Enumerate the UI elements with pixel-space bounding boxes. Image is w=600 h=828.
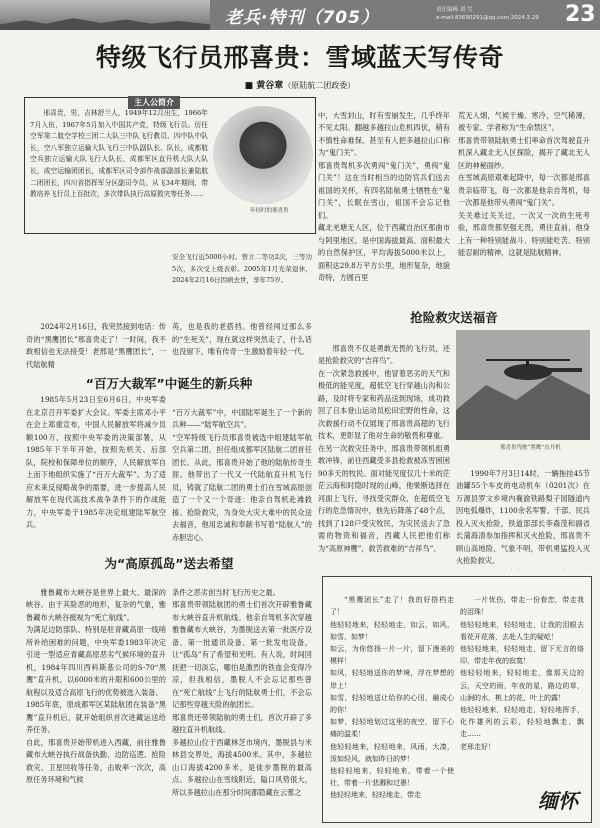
section1-right: “百万大裁军”中，中国陆军诞生了一个新的兵种——“陆军航空兵”。 “空军特级飞行员邢喜贵被选中组建陆军航空兵第二团，担任组成都军区陆航二团首任团长。从此，邢喜贵开始了他的陆航传奇生涯。他带出了一代又一代陆航直升机飞行员，铸就了陆航二团的勇士们在雪域高原创造了一个又一个奇迹：他亲自驾机赴滩救援、抢险救灾，为身处大灾大难中的民众送去福音，他用忠诚和奉献书写着“陆航人”的赤胆忠心。 [172, 407, 312, 542]
author: ■ 黄谷章 [244, 81, 284, 91]
col3-top: 中，大雪封山，时有雪崩发生，几乎终年不见太阳。翻越多越拉山危机四伏，稍有不慎性命难保。甚至有人把多越拉山口称为“鬼门关”。 邢喜贵驾机多次勇闯“鬼门关”，勇闯“鬼门关”！这在当时相当的边防官兵们送去祖国的关怀，有四名陆航勇士牺牲在“鬼门关”，长眠在雪山，祖国不会忘记他们。 藏北羌塘无人区，位于西藏自治区那曲市与阿里地区，是中国海拔最高、面积最大的自然保护区，平均海拔5000米以上，面积达29.8万平方公里，地形复杂，地貌奇特，方圆百里 [318, 110, 450, 282]
bio-text: 邢喜贵，男，吉林舒兰人，1949年12月出生，1966年7月入伍，1967年5月加入中国共产党，特级飞行员。历任空军第二航空学校三团二大队三中队飞行教员、四中队中队长，空八军独立运输大队飞行三中队副队长、队长，成都航空兵独立运输大队飞行大队长，成都军区直升机大队大队长，成空运输团团长，成都军区司令部作战部副部长兼陆航二团团长，四川省指挥军分区副司令员。从飞34年期间，带教培养飞行员上百批次，多次带队执行高原救灾等任务…… [30, 109, 208, 199]
intro-left: 2024年2月16日，我突然接到电话：传奇的“黑鹰团长”邢喜贵走了！一时间，我不敢相信也无法接受！老邢是“黑鹰团长”，一代陆航精 [26, 322, 166, 369]
bio-tag: 主人公简介 [128, 96, 180, 109]
page-headline: 特级飞行员邢喜贵：雪域蓝天写传奇 [95, 43, 504, 72]
helicopter-icon [456, 330, 590, 440]
section2-right: 条件之恶劣创当时飞行历史之最。 邢喜贵带领陆航团的勇士们首次开辟雅鲁藏布大峡谷直升机航线。他亲自驾机多次穿越雅鲁藏布大峡谷，为墨脱送去第一批医疗设备、第一批通讯设备、第一批发电设备，让“孤岛”有了希望和光明。有人说，时间回抚把一切淡忘，哪怕是激烈的铁血会变得冷凉，但我相信，墨脱人不会忘记那些曾在“死亡航线”上飞行的陆航勇士们，不会忘记那些穿越天险的航团长。 邢喜贵还带领陆航的勇士们，首次开辟了多越拉直升机航线。 多越拉山位于西藏林芝市境内，墨脱县与米林县交界处，海拔4500米。其中，多越拉山口海拔4200多米，是徒步墨脱的最高点。多越拉山在雪线附近，隘口风势很大，所以多越拉山在那分时间都隐藏在云雾之 [172, 587, 312, 797]
intro-right: 英，也是我的老搭档。他曾经闯过那么多的“生死关”，现在就这样突然走了，什么话也没留下，唯有传奇一生激励着年轻一代。 [172, 322, 312, 356]
bio-tail: 安全飞行近5000小时。曾立二等功2次，三等功5次，多次受上级表彰。2005年1月光荣退休，2024年2月16日因病去世，享年75岁。 [172, 253, 312, 284]
col4-top: 荒无人烟，气候干燥、寒冷，空气稀薄，被专家、学者称为“生命禁区”。 邢喜贵带领陆航勇士们率命首次驾驶直升机深入藏北无人区探险，揭开了藏北无人区的神秘面纱。 在雪域高原艰难起降中，每一次都是邢喜贵亲临带飞，每一次都是他亲自驾机，每一次都是他带头勇闯“鬼门关”。 关关难过关关过，一次又一次的生死考验，邢喜贵都坚强无畏，勇往直前，他身上有一种特别能战斗、特别能吃苦、特别能忍耐的精神，这就是陆航精神。 [458, 110, 590, 257]
author-affiliation: （原陆航二团政委） [283, 81, 356, 90]
section3-right: 1990年7月3日14时，一辆拖挂45节油罐55个车皮的电动机车（0201次）在万源县罗文乡境内襄渝铁路梨子园隧道内因电弧爆炸，1100余名军警、干部、民兵投入灭火抢险，铁道部部长李森茂和副省长蒲海清参加指挥和灭火抢险，邢喜贵不顾山高地险、气象不明，带机勇猛投入灭火抢险救灾。 [456, 468, 590, 565]
helicopter-caption: 邢喜贵驾驶“黑鹰”直升机 [500, 445, 561, 451]
poem-right: 一片忧伤，带走一份眷恋，带走我的泪珠！ 他轻轻地来，轻轻地走，让我的泪眼去看花开花落，去赴人生的疑屹！ 他轻轻地来，轻轻地走，留下无言的烙印，带走年夜的寂寞！ 他轻轻地来，轻轻地走，像那天边的云，天空的雨，年夜的星，路边的草，山涧的水，桃上的花，叶上的露！ 他轻轻地来，轻轻地走，轻轻地挥手，化作雄列的云彩，轻轻地飘走，飘走…… 老邢走好！ [460, 596, 584, 751]
section1-left: 1985年5月23日至6月6日，中央军委在北京召开军委扩大会议。军委主席邓小平在会上郑重宣布，中国人民解放军将减少员额100万，按照中央军委的决策部署，从1985年下半年开始，按照先机关、后部队，院校和保障单位的顺序，人民解放军自上而下地组织实施了“百万大裁军”。为了适应未来反侵略战争的需要，进一步提高人民解放军在现代高技术战争条件下的作战能力，中央军委于1985年决定组建陆军航空兵。 [26, 395, 166, 529]
page-number: 23 [565, 2, 596, 27]
poem-signature: 缅怀 [538, 789, 578, 813]
section3-left: 邢喜贵不仅是勇敢无畏的飞行员，还是抢险救灾的“吉祥鸟”。 在一次紧急救援中，他冒着恶劣的天气和极低的能见度，超低空飞行穿越山沟和公路，及时将专家和药品送到现场，成功救回了日本登山运动员松田宏野的性命，这次救援行动不仅展现了邢喜贵高超的飞行技术，更彰显了他对生命的敬畏和尊重。 在另一次救灾任务中，邢喜贵带领机组勇敢冲锋，前往西藏受多县抢救被冻雪困困90多天的牧民。面对能见度仅几十米的茫茫云海和时隐时现的山峰，他果断选择在河面上飞行，寻找受灾群众，在超低空飞行的危急情况中，他先后降落了48个点，找到了128户受灾牧民，为灾民送去了急需的物资和福音，西藏人民把他们称为“高原神鹰”，救苦救难的“吉祥鸟”。 [318, 343, 450, 553]
section3-heading: 抢险救灾送福音 [410, 310, 498, 325]
helicopter-photo [456, 330, 590, 440]
section1-heading: “百万大裁军”中诞生的新兵种 [85, 376, 253, 391]
section2-heading: 为“高原孤岛”送去希望 [104, 556, 234, 571]
editor-line: 责任编辑 刘 雪 [436, 7, 473, 13]
section-title: 老兵·特刊（705） [225, 8, 379, 28]
portrait-photo [213, 106, 313, 204]
byline [0, 78, 600, 91]
email-line: e-mail:83690291@qq.com 2024.3.29 [436, 15, 539, 21]
section2-left: 雅鲁藏布大峡谷是世界上最大、最深的峡谷。由于其险恶的地形，复杂的气象，雅鲁藏布大峡谷被视为“死亡航线”。 为满足边防部队、特别是驻青藏高原一线哨所补给困难的问题，中央军委1983年决定引进一型适应青藏高原恶劣气候环境的直升机，1984年四川西科斯基公司的S-70“黑鹰”直升机，以6000米的升限和600公里的航程以及适合高原飞行的优势被选入装备。 1985年底，原成都军区某陆航团在装备“黑鹰”直升机后，就开始组织首次进藏运送给养任务。 自此，邢喜贵开始带机进入西藏，前往雅鲁藏布大峡谷执行战备执勤、边防巡逻、抢险救灾、卫星回收等任务，击败率一次次，高原任务环境和气候 [26, 587, 166, 784]
portrait-caption: 年轻时的邢喜贵 [250, 208, 289, 214]
poem-left: “黑鹰团长”走了！我的好搭档走了！ 他轻轻地来，轻轻地走，如云，如风，如雪，如梦！ 如云，为你悠扬一片一片，留下漫美的模样！ 如风，轻轻地送你的梦境，浮在梦想的岸上！ 如雪，轻轻地送让给你的心田，融成心的你！ 如梦，轻轻地划过这里的夜空，留下心痛的温柔！ 他轻轻地来，轻轻地来，风雨，大凑，泼如轻风，就如昨日的梦！ 他轻轻地来，轻轻地来，带着一个使壮，带着一片悲溅和过愚！ 他轻轻地来，轻轻地走，带走 [330, 596, 454, 800]
